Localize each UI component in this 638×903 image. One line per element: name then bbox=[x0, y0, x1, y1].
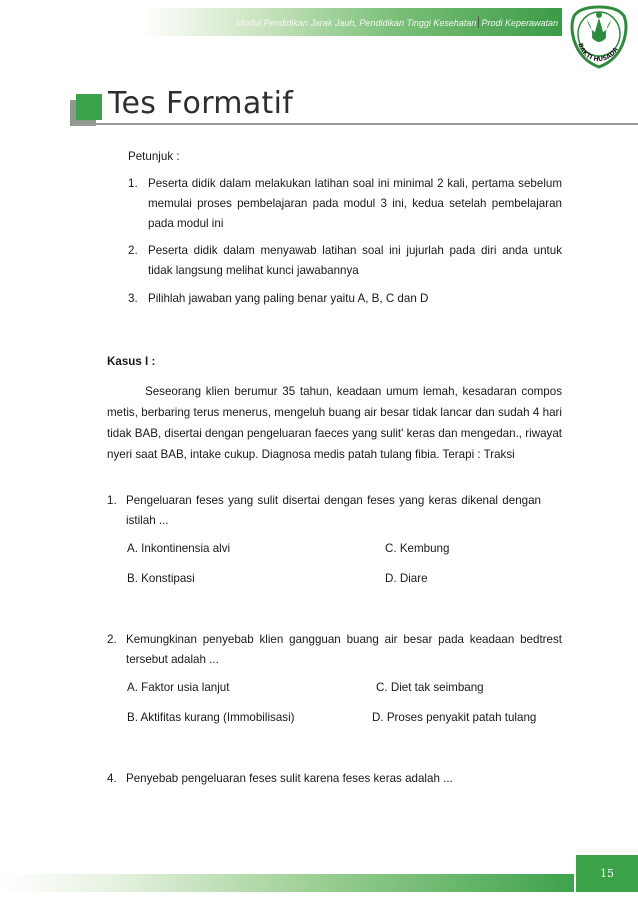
option-b[interactable]: B. Konstipasi bbox=[127, 572, 195, 585]
bakti-husada-logo bbox=[568, 4, 630, 70]
instruction-item: 2. Peserta didik dalam menyawab latihan soal ini jujurlah pada diri anda untuk tidak langsung melihat kunci jawabannya bbox=[128, 244, 562, 277]
header-prodi-text: Prodi Keperawatan bbox=[481, 18, 558, 28]
logo-lettering: BAKTI HUSADA bbox=[576, 42, 620, 64]
instruction-item: 3. Pilihlah jawaban yang paling benar yaitu A, B, C dan D bbox=[128, 292, 429, 305]
option-d[interactable]: D. Proses penyakit patah tulang bbox=[372, 711, 537, 724]
option-b[interactable]: B. Aktifitas kurang (Immobilisasi) bbox=[127, 711, 295, 724]
running-header bbox=[236, 16, 558, 28]
petunjuk-label: Petunjuk : bbox=[128, 150, 180, 163]
question-item: 2. Kemungkinan penyebab klien gangguan buang air besar pada keadaan bedtrest tersebut adalah ... bbox=[107, 633, 562, 666]
option-c[interactable]: C. Diet tak seimbang bbox=[376, 681, 484, 694]
question-item: 4. Penyebab pengeluaran feses sulit karena feses keras adalah ... bbox=[107, 772, 453, 785]
header-separator bbox=[478, 16, 479, 28]
option-d[interactable]: D. Diare bbox=[385, 572, 428, 585]
option-c[interactable]: C. Kembung bbox=[385, 542, 450, 555]
question-item: 1. Pengeluaran feses yang sulit disertai dengan feses yang keras dikenal dengan istilah ... bbox=[107, 494, 541, 527]
page-number: 15 bbox=[576, 855, 638, 892]
title-rule bbox=[72, 123, 638, 125]
footer-band bbox=[0, 874, 574, 892]
case-label: Kasus I : bbox=[107, 355, 156, 368]
page-title: Tes Formatif bbox=[108, 86, 294, 121]
instruction-item: 1. Peserta didik dalam melakukan latihan soal ini minimal 2 kali, pertama sebelum memulai proses pembelajaran pada modul 3 ini, kedua setelah pembelajaran pada modul ini bbox=[128, 177, 562, 230]
option-a[interactable]: A. Inkontinensia alvi bbox=[127, 542, 231, 555]
option-a[interactable]: A. Faktor usia lanjut bbox=[127, 681, 230, 694]
header-module-text: Modul Pendidikan Jarak Jauh, Pendidikan Tinggi Kesehatan bbox=[236, 18, 477, 28]
case-description: Seseorang klien berumur 35 tahun, keadaan umum lemah, kesadaran compos metis, berbaring terus menerus, mengeluh buang air besar tidak lancar dan sudah 4 hari tidak BAB, disertai dengan pengeluaran faeces yang sulit' keras dan mengedan., riwayat nyeri saat BAB, intake cukup. Diagnosa medis patah tulang fibia. Terapi : Traksi bbox=[107, 385, 562, 461]
